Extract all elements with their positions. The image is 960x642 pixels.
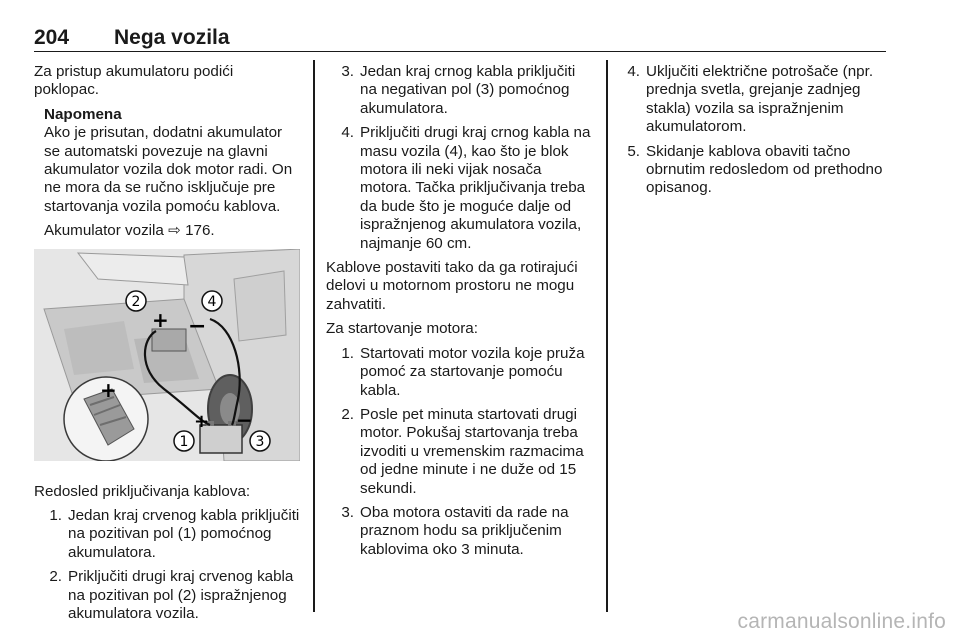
list-item: 2. Posle pet minuta startovati drugi motor. Pokušaj startovanja treba izvoditi u vremenskim razmacima od jedne minute i ne duže od 15 sekundi. [341,405,584,497]
zoom-plus-sign: + [100,377,117,402]
note-title: Napomena [44,105,122,123]
figure-callout-1 [174,431,194,451]
list-item: 1. Jedan kraj crvenog kabla priključiti na pozitivan pol (1) pomoćnog akumulatora. [49,507,300,561]
column-2 [326,63,594,565]
start-steps-list [326,345,594,559]
list-item: 3. Jedan kraj crnog kabla priključiti na negativan pol (3) pomoćnog akumulatora. [341,63,576,117]
figure-callout-3 [250,431,270,451]
column-divider-right [606,60,608,612]
reference-page: 176. [180,222,215,240]
intro-paragraph: Za pristup akumulatoru podići poklopac. [34,63,234,99]
start-heading: Za startovanje motora: [326,320,478,338]
page-header [34,22,886,52]
sequence-heading: Redosled priključivanja kablova: [34,482,251,500]
note-text: Ako je prisutan, dodatni akumulator se automatski povezuje na glavni akumulator vozila dok motor radi. On ne mora da se ručno isključuje pre startovanja vozila pomoću kablova. [44,124,293,215]
note-block [34,106,300,216]
cables-paragraph: Kablove postaviti tako da ga rotirajući delovi u motornom prostoru ne mogu zahvatiti. [326,259,578,313]
figure-callout-4 [202,291,222,311]
page-title: Nega vozila [114,26,230,49]
page-reference-arrow-icon: ⇨ [168,222,181,240]
svg-text:3: 3 [255,433,265,450]
helper-plus-sign: + [194,410,210,432]
list-item: 4. Uključiti električne potrošače (npr. prednja svetla, grejanje zadnjeg stakla) vozila sa ispražnjenim akumulatorom. [627,63,874,136]
figure-callout-2 [126,291,146,311]
column-divider-left [313,60,315,612]
connect-steps-list [34,507,300,623]
watermark: carmanualsonline.info [737,610,946,633]
start-steps-list-cont [622,63,888,198]
jump-start-illustration [34,249,300,461]
svg-text:1: 1 [179,433,189,450]
list-item: 1. Startovati motor vozila koje pruža pomoć za startovanje pomoću kabla. [341,344,585,399]
svg-text:2: 2 [131,293,141,310]
list-item: 5. Skidanje kablova obaviti tačno obrnutim redosledom od prethodno opisanog. [627,142,883,197]
column-3 [622,63,888,204]
figure-minus-sign: − [188,313,207,339]
cross-reference [34,222,300,240]
helper-minus-sign: − [236,407,253,432]
svg-text:4: 4 [207,293,217,310]
reference-text: Akumulator vozila [44,222,164,240]
list-item: 3. Oba motora ostaviti da rade na praznom hodu sa priključenim kablovima oko 3 minuta. [341,503,569,558]
list-item: 2. Priključiti drugi kraj crvenog kabla na pozitivan pol (2) ispražnjenog akumulatora vozila. [49,568,294,623]
list-item: 4. Priključiti drugi kraj crnog kabla na masu vozila (4), kao što je blok motora ili neki vijak nosača motora. Tačka priključivanja treba da bude što je moguće dalje od ispražnjenog akumulatora vozila, najmanje 60 cm. [341,124,591,252]
connect-steps-list-cont [326,63,594,253]
figure-plus-sign: + [152,307,169,332]
column-1 [34,63,300,630]
page-number: 204 [34,26,70,49]
